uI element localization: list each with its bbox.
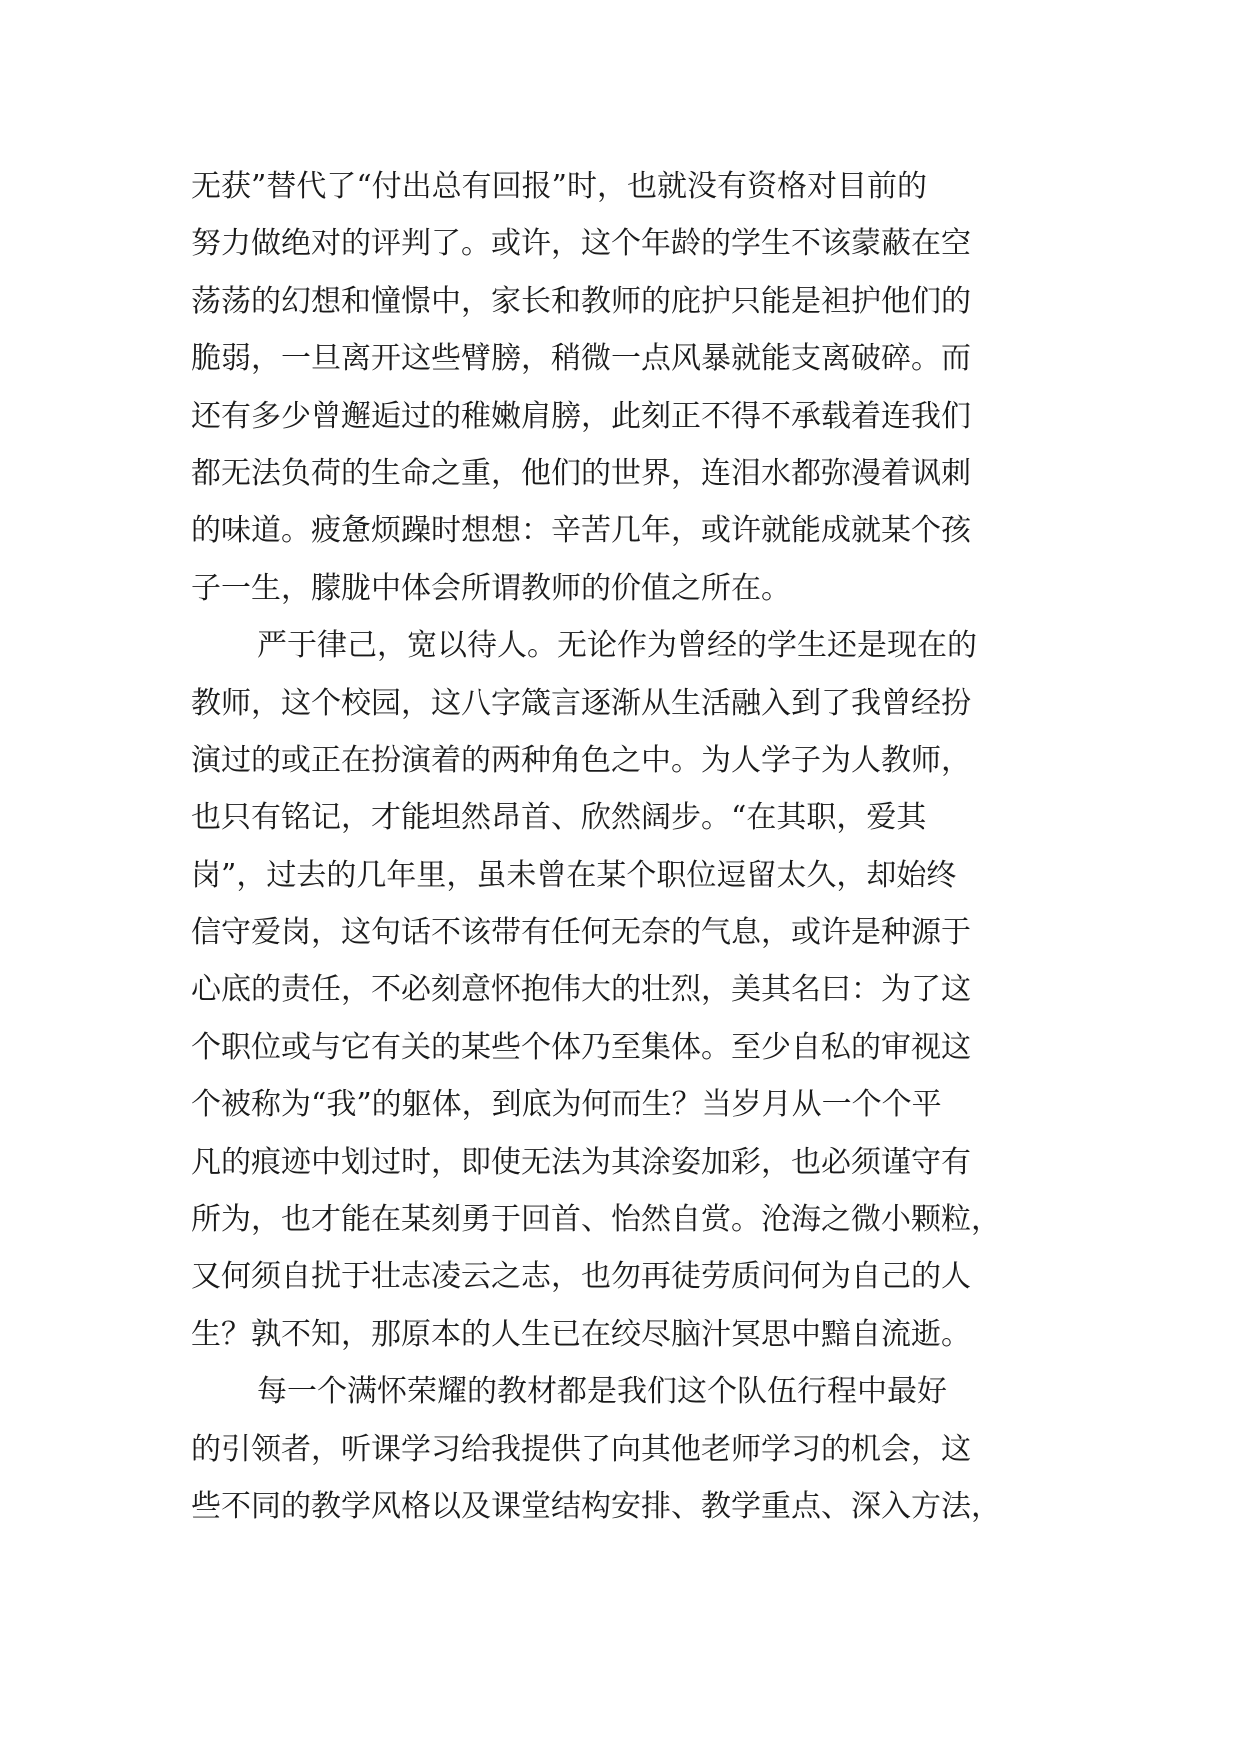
paragraph-start-line: 每一个满怀荣耀的教材都是我们这个队伍行程中最好 (257, 1374, 947, 1410)
text-line: 还有多少曾邂逅过的稚嫩肩膀，此刻正不得不承载着连我们 (191, 398, 971, 434)
text-line: 信守爱岗，这句话不该带有任何无奈的气息，或许是种源于 (191, 915, 971, 951)
text-line: 凡的痕迹中划过时，即使无法为其涂姿加彩，也必须谨守有 (191, 1144, 971, 1180)
text-line: 心底的责任，不必刻意怀抱伟大的壮烈，美其名曰：为了这 (191, 972, 971, 1008)
text-line: 演过的或正在扮演着的两种角色之中。为人学子为人教师， (191, 742, 971, 778)
text-line: 的味道。疲惫烦躁时想想：辛苦几年，或许就能成就某个孩 (191, 513, 971, 549)
document-body (191, 158, 1061, 1535)
text-line: 子一生，朦胧中体会所谓教师的价值之所在。 (191, 570, 791, 606)
text-line: 教师，这个校园，这八字箴言逐渐从生活融入到了我曾经扮 (191, 685, 971, 721)
text-line: 岗”，过去的几年里，虽未曾在某个职位逗留太久，却始终 (191, 857, 957, 893)
text-line: 脆弱，一旦离开这些臂膀，稍微一点风暴就能支离破碎。而 (191, 341, 971, 377)
text-line: 所为，也才能在某刻勇于回首、怡然自赏。沧海之微小颗粒， (191, 1202, 1001, 1238)
text-line: 无获”替代了“付出总有回报”时，也就没有资格对目前的 (191, 169, 928, 204)
text-line: 生？孰不知，那原本的人生已在绞尽脑汁冥思中黯自流逝。 (191, 1316, 971, 1352)
text-line: 个被称为“我”的躯体，到底为何而生？当岁月从一个个平 (191, 1087, 942, 1123)
text-line: 荡荡的幻想和憧憬中，家长和教师的庇护只能是袒护他们的 (191, 283, 971, 319)
text-line: 又何须自扰于壮志凌云之志，也勿再徒劳质问何为自己的人 (191, 1259, 971, 1295)
text-line: 个职位或与它有关的某些个体乃至集体。至少自私的审视这 (191, 1029, 971, 1065)
text-line: 些不同的教学风格以及课堂结构安排、教学重点、深入方法， (191, 1488, 1001, 1524)
paragraph-start-line: 严于律己，宽以待人。无论作为曾经的学生还是现在的 (257, 628, 977, 664)
text-line: 努力做绝对的评判了。或许，这个年龄的学生不该蒙蔽在空 (191, 226, 971, 262)
text-line: 也只有铭记，才能坦然昂首、欣然阔步。“在其职，爱其 (191, 800, 927, 836)
text-line: 的引领者，听课学习给我提供了向其他老师学习的机会，这 (191, 1431, 971, 1467)
text-line: 都无法负荷的生命之重，他们的世界，连泪水都弥漫着讽刺 (191, 455, 971, 491)
